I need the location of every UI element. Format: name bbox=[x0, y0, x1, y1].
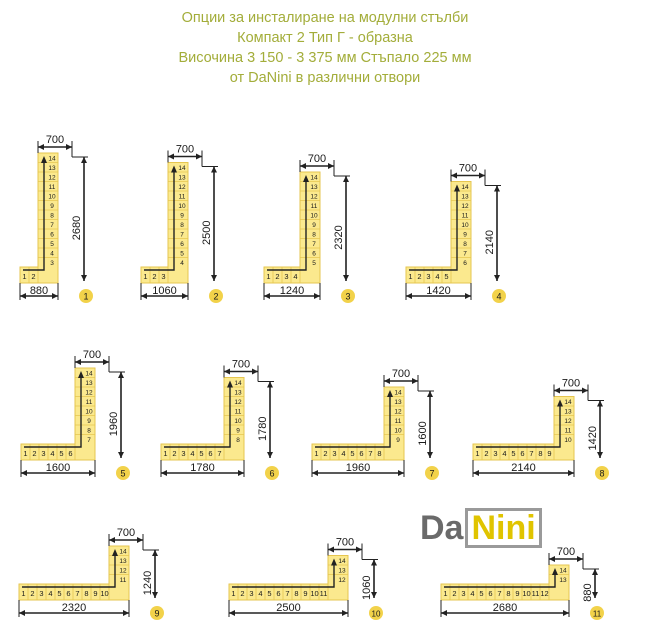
step-number: 12 bbox=[234, 399, 242, 406]
arrowhead bbox=[371, 560, 377, 566]
step-number: 4 bbox=[293, 272, 298, 281]
step-number: 11 bbox=[234, 408, 242, 416]
step-number: 13 bbox=[394, 399, 402, 406]
arrowhead bbox=[89, 470, 95, 476]
height-label: 2500 bbox=[201, 220, 213, 245]
step-number: 2 bbox=[172, 449, 177, 458]
option-number: 8 bbox=[599, 468, 605, 479]
step-number: 6 bbox=[488, 589, 493, 598]
step-number: 7 bbox=[463, 250, 467, 258]
step-number: 8 bbox=[377, 449, 382, 458]
step-number: 7 bbox=[368, 449, 373, 458]
walk-line bbox=[476, 405, 560, 448]
step-number: 2 bbox=[484, 449, 489, 458]
arrowhead bbox=[300, 163, 306, 169]
step-number: 2 bbox=[417, 272, 422, 281]
arrowhead bbox=[196, 154, 202, 160]
arrowhead bbox=[168, 154, 174, 160]
step-number: 1 bbox=[231, 589, 236, 598]
danini-logo bbox=[420, 508, 542, 548]
bottom-width-label: 1960 bbox=[345, 462, 371, 474]
step-number: 12 bbox=[119, 567, 127, 575]
arrowhead bbox=[211, 167, 217, 173]
step-number: 7 bbox=[285, 589, 290, 598]
title-line-1: Опции за инсталиране на модулни стълби bbox=[181, 10, 469, 26]
step-number: 14 bbox=[178, 165, 186, 172]
top-width-label: 700 bbox=[175, 143, 195, 156]
step-number: 9 bbox=[312, 222, 316, 229]
step-number: 2 bbox=[30, 589, 35, 598]
stair-option-1 bbox=[20, 134, 93, 303]
arrowhead bbox=[264, 293, 270, 299]
top-width-label: 700 bbox=[561, 377, 581, 390]
stair-footprint bbox=[441, 565, 569, 600]
step-number: 4 bbox=[258, 589, 263, 598]
arrowhead bbox=[267, 452, 273, 458]
arrowhead bbox=[252, 369, 258, 375]
stair-option-5 bbox=[21, 349, 130, 480]
height-label: 1960 bbox=[108, 411, 120, 437]
height-label: 2320 bbox=[333, 225, 345, 250]
step-number: 11 bbox=[85, 399, 93, 406]
step-number: 9 bbox=[93, 589, 98, 598]
arrowhead bbox=[494, 275, 500, 281]
step-number: 9 bbox=[547, 449, 552, 458]
height-label: 1060 bbox=[361, 575, 373, 600]
step-number: 2 bbox=[323, 449, 328, 458]
option-number: 6 bbox=[269, 468, 275, 479]
step-number: 4 bbox=[50, 449, 55, 458]
step-number: 9 bbox=[463, 231, 467, 239]
step-number: 5 bbox=[199, 449, 204, 458]
step-number: 7 bbox=[87, 437, 91, 444]
step-number: 12 bbox=[48, 174, 56, 182]
step-number: 13 bbox=[48, 165, 56, 172]
step-number: 11 bbox=[310, 203, 318, 210]
title-line-2: Компакт 2 Тип Г - образна bbox=[237, 30, 413, 46]
arrowhead bbox=[75, 359, 81, 365]
step-number: 7 bbox=[217, 449, 222, 458]
arrowhead bbox=[224, 369, 230, 375]
step-number: 4 bbox=[470, 589, 475, 598]
step-number: 2 bbox=[240, 589, 245, 598]
bottom-width-label: 880 bbox=[29, 285, 49, 297]
step-number: 13 bbox=[310, 184, 318, 191]
step-number: 5 bbox=[267, 589, 272, 598]
step-number: 7 bbox=[312, 241, 316, 248]
step-number: 7 bbox=[75, 589, 80, 598]
step-number: 6 bbox=[312, 250, 316, 258]
step-number: 6 bbox=[276, 589, 281, 598]
step-number: 14 bbox=[85, 370, 93, 378]
step-number: 11 bbox=[178, 193, 186, 201]
step-number: 14 bbox=[310, 174, 318, 182]
step-number: 2 bbox=[152, 272, 157, 281]
step-number: 8 bbox=[463, 241, 467, 248]
step-number: 1 bbox=[314, 449, 319, 458]
step-number: 4 bbox=[341, 449, 346, 458]
step-number: 5 bbox=[511, 449, 516, 458]
step-number: 7 bbox=[529, 449, 534, 458]
step-number: 11 bbox=[394, 418, 402, 425]
height-label: 1420 bbox=[587, 426, 599, 451]
arrowhead bbox=[473, 470, 479, 476]
step-number: 13 bbox=[178, 174, 186, 182]
stair-option-4 bbox=[406, 163, 506, 304]
arrowhead bbox=[267, 382, 273, 388]
step-number: 6 bbox=[208, 449, 213, 458]
step-number: 5 bbox=[312, 260, 316, 267]
top-width-label: 700 bbox=[82, 349, 102, 361]
step-number: 2 bbox=[32, 449, 37, 458]
arrowhead bbox=[81, 275, 87, 281]
arrowhead bbox=[406, 293, 412, 299]
step-number: 8 bbox=[87, 427, 91, 435]
option-number: 1 bbox=[83, 291, 89, 302]
stair-footprint bbox=[19, 546, 129, 600]
height-label: 1780 bbox=[257, 416, 269, 441]
step-number: 7 bbox=[497, 589, 502, 598]
arrowhead bbox=[343, 275, 349, 281]
step-number: 13 bbox=[461, 193, 469, 201]
step-number: 10 bbox=[85, 408, 93, 416]
step-number: 12 bbox=[394, 408, 402, 416]
title-line-4: от DaNini в различни отвори bbox=[229, 70, 421, 86]
step-number: 10 bbox=[564, 437, 572, 444]
top-width-label: 700 bbox=[458, 162, 478, 175]
arrowhead bbox=[118, 372, 124, 378]
arrowhead bbox=[328, 547, 334, 553]
step-number: 10 bbox=[234, 418, 242, 425]
arrowhead bbox=[343, 176, 349, 182]
height-label: 2680 bbox=[71, 215, 83, 241]
step-number: 1 bbox=[22, 272, 27, 281]
step-number: 14 bbox=[48, 155, 56, 163]
step-number: 4 bbox=[435, 272, 440, 281]
title-line-3: Височина 3 150 - 3 375 мм Стъпало 225 мм bbox=[178, 50, 472, 66]
step-number: 5 bbox=[180, 250, 184, 258]
bottom-width-label: 2320 bbox=[61, 602, 87, 614]
step-number: 5 bbox=[479, 589, 484, 598]
logo-part-nini: Nini bbox=[465, 508, 541, 548]
step-number: 10 bbox=[178, 203, 186, 210]
step-number: 5 bbox=[59, 449, 64, 458]
step-number: 10 bbox=[310, 212, 318, 220]
bottom-width-label: 2140 bbox=[511, 462, 536, 474]
arrowhead bbox=[182, 293, 188, 299]
arrowhead bbox=[592, 569, 598, 575]
step-number: 3 bbox=[50, 260, 54, 267]
arrowhead bbox=[312, 470, 318, 476]
stair-option-3 bbox=[264, 153, 355, 303]
walk-line bbox=[315, 395, 390, 447]
stair-option-11 bbox=[441, 546, 604, 620]
arrowhead bbox=[118, 452, 124, 458]
step-number: 14 bbox=[338, 558, 346, 565]
arrowhead bbox=[563, 610, 569, 616]
arrowhead bbox=[238, 470, 244, 476]
step-number: 2 bbox=[452, 589, 457, 598]
option-number: 2 bbox=[213, 291, 219, 302]
arrowhead bbox=[52, 293, 58, 299]
arrowhead bbox=[384, 378, 390, 384]
height-label: 1240 bbox=[142, 570, 154, 596]
step-number: 3 bbox=[41, 449, 46, 458]
arrowhead bbox=[398, 470, 404, 476]
step-number: 13 bbox=[559, 577, 567, 584]
step-number: 14 bbox=[564, 399, 572, 406]
step-number: 14 bbox=[394, 389, 402, 397]
arrowhead bbox=[137, 537, 143, 543]
step-number: 3 bbox=[181, 449, 186, 458]
step-number: 3 bbox=[461, 589, 466, 598]
top-width-label: 700 bbox=[231, 358, 251, 371]
step-number: 9 bbox=[236, 427, 240, 435]
bottom-width-label: 1420 bbox=[426, 285, 451, 297]
arrowhead bbox=[427, 452, 433, 458]
step-number: 5 bbox=[350, 449, 355, 458]
step-number: 8 bbox=[50, 212, 54, 220]
step-number: 3 bbox=[426, 272, 431, 281]
step-number: 7 bbox=[180, 231, 184, 239]
step-number: 9 bbox=[180, 212, 184, 220]
step-number: 3 bbox=[39, 589, 44, 598]
walk-line bbox=[24, 376, 81, 447]
option-number: 10 bbox=[371, 609, 381, 619]
bottom-width-label: 1060 bbox=[152, 285, 177, 297]
step-number: 6 bbox=[50, 231, 54, 239]
top-width-label: 700 bbox=[45, 134, 65, 146]
bottom-width-label: 2500 bbox=[276, 602, 301, 614]
arrowhead bbox=[161, 470, 167, 476]
step-number: 11 bbox=[119, 577, 127, 584]
arrowhead bbox=[342, 610, 348, 616]
step-number: 9 bbox=[303, 589, 308, 598]
step-number: 4 bbox=[502, 449, 507, 458]
arrowhead bbox=[427, 391, 433, 397]
arrowhead bbox=[328, 163, 334, 169]
step-number: 10 bbox=[48, 193, 56, 201]
step-number: 9 bbox=[515, 589, 520, 598]
step-number: 11 bbox=[564, 427, 572, 435]
bottom-width-label: 1600 bbox=[45, 462, 71, 474]
option-number: 9 bbox=[154, 608, 160, 619]
arrowhead bbox=[314, 293, 320, 299]
arrowhead bbox=[152, 550, 158, 556]
bottom-width-label: 2680 bbox=[492, 602, 518, 614]
walk-line bbox=[232, 564, 334, 588]
step-number: 1 bbox=[443, 589, 448, 598]
top-width-label: 700 bbox=[116, 527, 136, 539]
top-width-label: 700 bbox=[556, 546, 576, 558]
step-number: 8 bbox=[180, 222, 184, 229]
step-number: 3 bbox=[249, 589, 254, 598]
step-number: 12 bbox=[85, 389, 93, 397]
step-number: 11 bbox=[48, 184, 56, 191]
step-number: 10 bbox=[394, 427, 402, 435]
step-number: 2 bbox=[275, 272, 280, 281]
step-number: 1 bbox=[163, 449, 168, 458]
step-number: 6 bbox=[359, 449, 364, 458]
arrowhead bbox=[597, 452, 603, 458]
bottom-width-label: 1780 bbox=[190, 462, 215, 474]
step-number: 4 bbox=[50, 250, 54, 258]
step-number: 14 bbox=[234, 380, 242, 387]
walk-line bbox=[409, 190, 457, 271]
step-number: 10 bbox=[522, 589, 531, 598]
step-number: 12 bbox=[461, 203, 469, 210]
top-width-label: 700 bbox=[391, 368, 411, 380]
step-number: 12 bbox=[178, 184, 186, 191]
arrowhead bbox=[597, 401, 603, 407]
stair-option-2 bbox=[141, 144, 223, 304]
arrowhead bbox=[356, 547, 362, 553]
height-label: 2140 bbox=[484, 230, 496, 255]
step-number: 8 bbox=[506, 589, 511, 598]
option-number: 5 bbox=[120, 468, 126, 479]
step-number: 14 bbox=[559, 567, 567, 575]
step-number: 11 bbox=[531, 589, 540, 598]
step-number: 8 bbox=[84, 589, 89, 598]
step-number: 6 bbox=[180, 241, 184, 248]
walk-line bbox=[22, 554, 115, 587]
logo-part-da: Da bbox=[420, 509, 464, 547]
arrowhead bbox=[577, 556, 583, 562]
stair-option-8 bbox=[473, 378, 609, 481]
step-number: 12 bbox=[564, 418, 572, 425]
step-number: 14 bbox=[119, 548, 127, 556]
arrowhead bbox=[549, 556, 555, 562]
step-number: 11 bbox=[319, 589, 328, 598]
stair-option-10 bbox=[229, 537, 383, 621]
step-number: 4 bbox=[190, 449, 195, 458]
step-number: 8 bbox=[538, 449, 543, 458]
step-number: 12 bbox=[540, 589, 549, 598]
arrowhead bbox=[568, 470, 574, 476]
option-number: 11 bbox=[592, 609, 602, 619]
step-number: 1 bbox=[266, 272, 271, 281]
step-number: 9 bbox=[396, 437, 400, 444]
height-label: 880 bbox=[582, 583, 594, 602]
stair-option-7 bbox=[312, 368, 439, 480]
step-number: 9 bbox=[50, 203, 54, 210]
arrowhead bbox=[582, 388, 588, 394]
step-number: 10 bbox=[100, 589, 109, 598]
arrowhead bbox=[103, 359, 109, 365]
step-number: 12 bbox=[310, 193, 318, 201]
step-number: 10 bbox=[310, 589, 319, 598]
step-number: 6 bbox=[463, 260, 467, 267]
step-number: 3 bbox=[493, 449, 498, 458]
arrowhead bbox=[211, 275, 217, 281]
option-number: 3 bbox=[345, 291, 351, 302]
arrowhead bbox=[451, 173, 457, 179]
step-number: 5 bbox=[444, 272, 449, 281]
step-number: 1 bbox=[408, 272, 413, 281]
step-number: 14 bbox=[461, 184, 469, 191]
step-number: 13 bbox=[338, 567, 346, 575]
step-number: 1 bbox=[143, 272, 148, 281]
step-number: 5 bbox=[57, 589, 62, 598]
arrowhead bbox=[19, 610, 25, 616]
step-number: 2 bbox=[31, 272, 36, 281]
step-number: 5 bbox=[50, 241, 54, 248]
option-number: 7 bbox=[429, 468, 435, 479]
bottom-width-label: 1240 bbox=[279, 285, 305, 297]
arrowhead bbox=[109, 537, 115, 543]
top-width-label: 700 bbox=[335, 536, 355, 549]
step-number: 6 bbox=[520, 449, 525, 458]
step-number: 6 bbox=[68, 449, 73, 458]
step-number: 8 bbox=[294, 589, 299, 598]
step-number: 1 bbox=[21, 589, 26, 598]
step-number: 8 bbox=[236, 437, 240, 444]
arrowhead bbox=[554, 388, 560, 394]
step-number: 13 bbox=[564, 408, 572, 416]
step-number: 9 bbox=[87, 418, 91, 425]
step-number: 1 bbox=[475, 449, 480, 458]
step-number: 8 bbox=[312, 231, 316, 239]
step-number: 1 bbox=[23, 449, 28, 458]
step-number: 13 bbox=[119, 558, 127, 565]
option-number: 4 bbox=[496, 291, 502, 302]
top-width-label: 700 bbox=[307, 153, 327, 165]
step-number: 4 bbox=[48, 589, 53, 598]
height-label: 1600 bbox=[417, 421, 429, 446]
arrowhead bbox=[494, 186, 500, 192]
arrowhead bbox=[141, 293, 147, 299]
step-number: 6 bbox=[66, 589, 71, 598]
step-number: 13 bbox=[234, 389, 242, 397]
arrowhead bbox=[38, 144, 44, 150]
stair-option-9 bbox=[19, 527, 164, 620]
step-number: 13 bbox=[85, 380, 93, 387]
arrowhead bbox=[20, 293, 26, 299]
stair-footprint bbox=[21, 368, 95, 460]
arrowhead bbox=[66, 144, 72, 150]
arrowhead bbox=[441, 610, 447, 616]
step-number: 3 bbox=[284, 272, 289, 281]
stair-option-6 bbox=[161, 359, 279, 481]
arrowhead bbox=[465, 293, 471, 299]
arrowhead bbox=[123, 610, 129, 616]
arrowhead bbox=[81, 157, 87, 163]
step-number: 3 bbox=[161, 272, 166, 281]
step-number: 12 bbox=[338, 577, 346, 584]
step-number: 11 bbox=[461, 212, 469, 220]
arrowhead bbox=[412, 378, 418, 384]
step-number: 7 bbox=[50, 222, 54, 229]
step-number: 10 bbox=[461, 222, 469, 229]
arrowhead bbox=[479, 173, 485, 179]
walk-line bbox=[164, 386, 230, 448]
step-number: 3 bbox=[332, 449, 337, 458]
arrowhead bbox=[229, 610, 235, 616]
arrowhead bbox=[21, 470, 27, 476]
step-number: 4 bbox=[180, 260, 184, 267]
